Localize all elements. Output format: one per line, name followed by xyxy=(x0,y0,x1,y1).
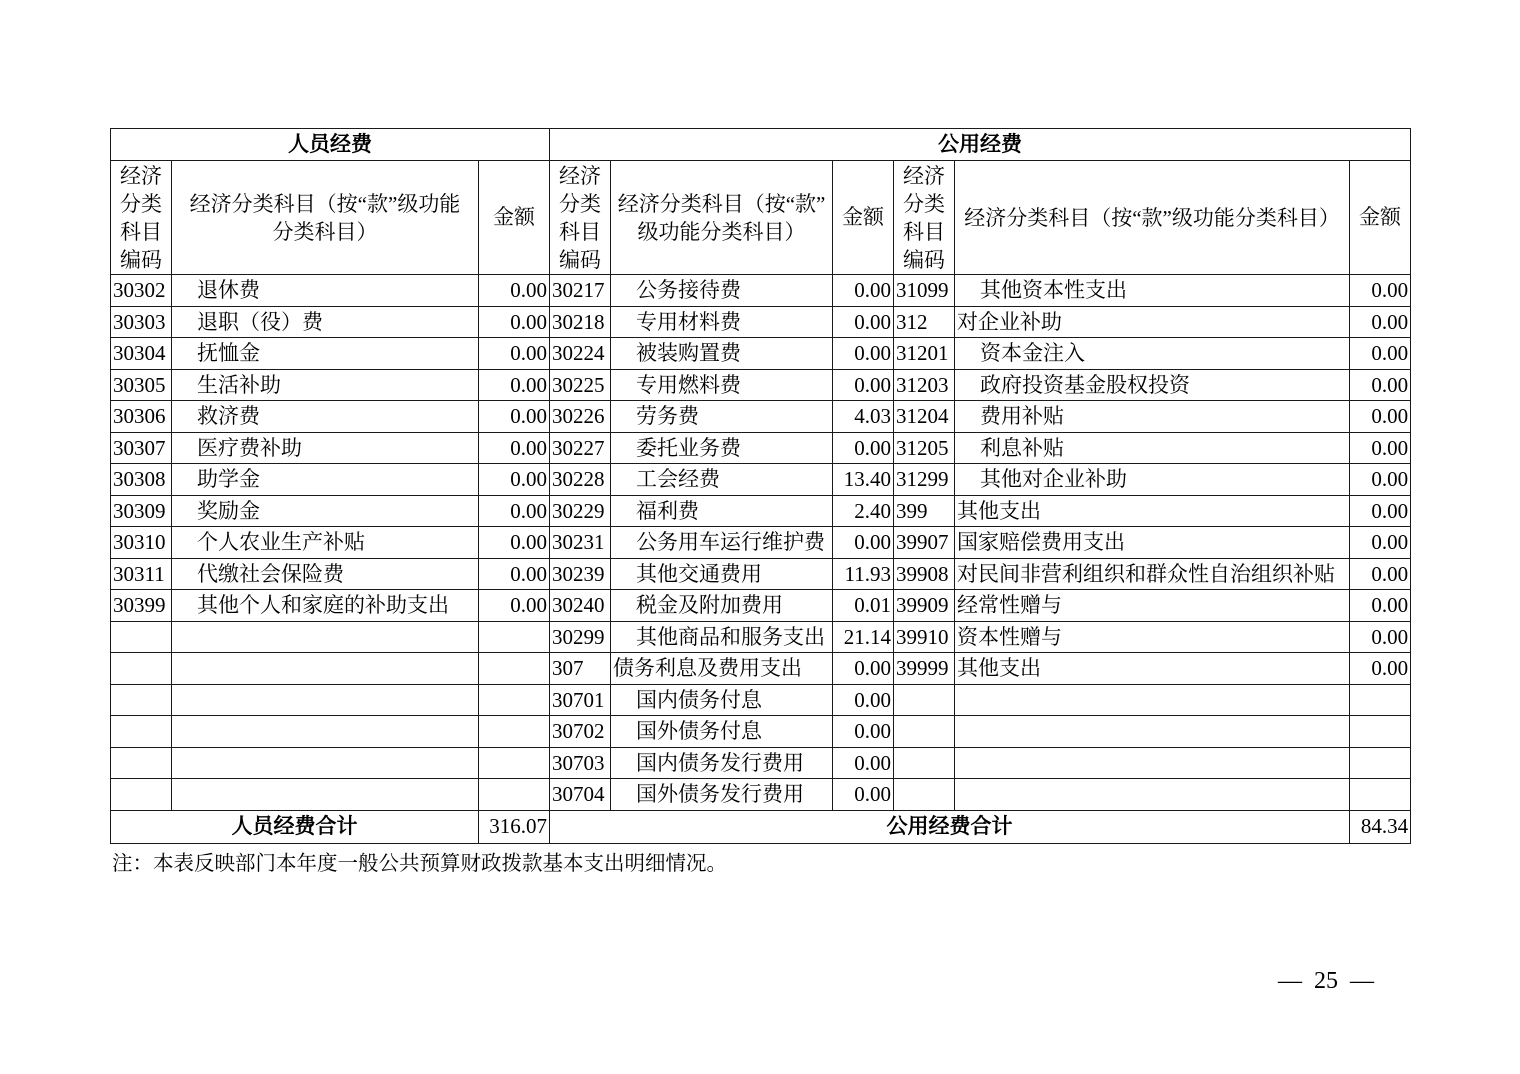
public-a-code-cell: 30227 xyxy=(550,432,611,464)
public-b-amount-cell: 0.00 xyxy=(1350,432,1411,464)
public-a-name-cell: 专用材料费 xyxy=(611,306,833,338)
personnel-name-cell: 代缴社会保险费 xyxy=(172,558,479,590)
public-a-code-cell: 30225 xyxy=(550,369,611,401)
public-a-amount-cell: 21.14 xyxy=(833,621,894,653)
table-row xyxy=(111,558,1411,590)
table-row xyxy=(111,653,1411,685)
public-a-amount-column-header: 金额 xyxy=(833,161,894,275)
public-a-code-cell: 30217 xyxy=(550,275,611,307)
public-b-code-cell: 31299 xyxy=(894,464,955,496)
public-b-name-cell: 费用补贴 xyxy=(955,401,1350,433)
public-a-code-cell: 307 xyxy=(550,653,611,685)
table-row xyxy=(111,684,1411,716)
public-a-code-cell: 30226 xyxy=(550,401,611,433)
public-b-amount-cell: 0.00 xyxy=(1350,621,1411,653)
personnel-name-cell: 奖励金 xyxy=(172,495,479,527)
public-a-amount-cell: 0.01 xyxy=(833,590,894,622)
personnel-name-cell: 退职（役）费 xyxy=(172,306,479,338)
section-header-row xyxy=(111,129,1411,161)
public-b-code-cell: 399 xyxy=(894,495,955,527)
empty-cell xyxy=(1350,716,1411,748)
public-b-name-cell: 其他支出 xyxy=(955,653,1350,685)
public-a-code-cell: 30239 xyxy=(550,558,611,590)
public-a-name-column-header-line: 级功能分类科目） xyxy=(637,219,806,244)
public-b-amount-cell: 0.00 xyxy=(1350,369,1411,401)
public-b-name-column-header-line: 经济分类科目（按“款”级功能分类科目） xyxy=(964,205,1340,230)
public-b-code-cell: 31204 xyxy=(894,401,955,433)
table-row xyxy=(111,621,1411,653)
public-b-code-cell: 39907 xyxy=(894,527,955,559)
public-a-code-cell: 30240 xyxy=(550,590,611,622)
table-row xyxy=(111,590,1411,622)
public-a-code-cell: 30229 xyxy=(550,495,611,527)
public-a-code-cell: 30703 xyxy=(550,747,611,779)
personnel-code-column-header: 经济分类科目编码 xyxy=(111,161,172,275)
public-a-code-cell: 30228 xyxy=(550,464,611,496)
empty-cell xyxy=(479,684,550,716)
public-b-name-cell: 利息补贴 xyxy=(955,432,1350,464)
empty-cell xyxy=(111,684,172,716)
personnel-amount-cell: 0.00 xyxy=(479,306,550,338)
personnel-amount-cell: 0.00 xyxy=(479,464,550,496)
table-row xyxy=(111,779,1411,811)
personnel-code-cell: 30306 xyxy=(111,401,172,433)
public-a-amount-cell: 4.03 xyxy=(833,401,894,433)
public-b-name-cell: 其他对企业补助 xyxy=(955,464,1350,496)
public-b-code-cell: 31205 xyxy=(894,432,955,464)
public-b-code-cell: 39908 xyxy=(894,558,955,590)
personnel-name-cell: 救济费 xyxy=(172,401,479,433)
public-a-code-cell: 30231 xyxy=(550,527,611,559)
empty-cell xyxy=(111,621,172,653)
personnel-name-cell: 其他个人和家庭的补助支出 xyxy=(172,590,479,622)
public-a-name-cell: 债务利息及费用支出 xyxy=(611,653,833,685)
empty-cell xyxy=(955,716,1350,748)
public-section-header: 公用经费 xyxy=(550,129,1411,161)
personnel-code-cell: 30304 xyxy=(111,338,172,370)
public-b-amount-cell: 0.00 xyxy=(1350,590,1411,622)
personnel-amount-cell: 0.00 xyxy=(479,590,550,622)
empty-cell xyxy=(955,747,1350,779)
public-b-amount-cell: 0.00 xyxy=(1350,338,1411,370)
personnel-name-column-header-line: 经济分类科目（按“款”级功能 xyxy=(189,191,461,216)
public-b-name-cell: 国家赔偿费用支出 xyxy=(955,527,1350,559)
public-a-name-cell: 其他交通费用 xyxy=(611,558,833,590)
table-row xyxy=(111,369,1411,401)
table-row xyxy=(111,401,1411,433)
empty-cell xyxy=(479,747,550,779)
personnel-code-cell: 30302 xyxy=(111,275,172,307)
table-row xyxy=(111,527,1411,559)
public-b-amount-column-header: 金额 xyxy=(1350,161,1411,275)
empty-cell xyxy=(111,779,172,811)
public-b-name-cell: 资本金注入 xyxy=(955,338,1350,370)
personnel-code-cell: 30309 xyxy=(111,495,172,527)
public-a-code-cell: 30224 xyxy=(550,338,611,370)
column-header-row xyxy=(111,161,1411,275)
personnel-amount-cell: 0.00 xyxy=(479,338,550,370)
empty-cell xyxy=(1350,747,1411,779)
public-b-amount-cell: 0.00 xyxy=(1350,306,1411,338)
personnel-section-header: 人员经费 xyxy=(111,129,550,161)
personnel-amount-cell: 0.00 xyxy=(479,369,550,401)
public-a-name-cell: 国内债务付息 xyxy=(611,684,833,716)
personnel-code-cell: 30307 xyxy=(111,432,172,464)
public-b-code-column-header: 经济分类科目编码 xyxy=(894,161,955,275)
public-a-amount-cell: 0.00 xyxy=(833,369,894,401)
public-b-code-cell: 31099 xyxy=(894,275,955,307)
public-b-name-cell: 政府投资基金股权投资 xyxy=(955,369,1350,401)
public-b-name-cell: 其他支出 xyxy=(955,495,1350,527)
public-b-name-cell: 对民间非营利组织和群众性自治组织补贴 xyxy=(955,558,1350,590)
table-row xyxy=(111,338,1411,370)
public-a-amount-cell: 0.00 xyxy=(833,432,894,464)
personnel-amount-cell: 0.00 xyxy=(479,432,550,464)
public-a-code-cell: 30702 xyxy=(550,716,611,748)
public-b-name-cell: 资本性赠与 xyxy=(955,621,1350,653)
personnel-name-column-header-line: 分类科目） xyxy=(272,219,378,244)
public-a-code-cell: 30704 xyxy=(550,779,611,811)
empty-cell xyxy=(479,621,550,653)
public-a-name-cell: 公务用车运行维护费 xyxy=(611,527,833,559)
public-a-name-cell: 委托业务费 xyxy=(611,432,833,464)
empty-cell xyxy=(479,779,550,811)
public-a-code-cell: 30701 xyxy=(550,684,611,716)
public-a-name-cell: 国外债务付息 xyxy=(611,716,833,748)
public-a-name-cell: 工会经费 xyxy=(611,464,833,496)
public-a-name-cell: 公务接待费 xyxy=(611,275,833,307)
total-row xyxy=(111,810,1411,843)
empty-cell xyxy=(111,747,172,779)
empty-cell xyxy=(172,621,479,653)
personnel-name-cell: 医疗费补助 xyxy=(172,432,479,464)
empty-cell xyxy=(172,653,479,685)
table-row xyxy=(111,747,1411,779)
public-a-name-cell: 国外债务发行费用 xyxy=(611,779,833,811)
public-b-amount-cell: 0.00 xyxy=(1350,653,1411,685)
public-a-amount-cell: 0.00 xyxy=(833,747,894,779)
public-a-amount-cell: 0.00 xyxy=(833,653,894,685)
empty-cell xyxy=(1350,684,1411,716)
public-a-amount-cell: 0.00 xyxy=(833,527,894,559)
public-a-amount-cell: 13.40 xyxy=(833,464,894,496)
public-a-amount-cell: 0.00 xyxy=(833,338,894,370)
empty-cell xyxy=(894,747,955,779)
empty-cell xyxy=(479,716,550,748)
public-a-name-column-header xyxy=(611,161,833,275)
public-b-code-cell: 39910 xyxy=(894,621,955,653)
personnel-total-label: 人员经费合计 xyxy=(111,810,479,843)
table-note: 注：本表反映部门本年度一般公共预算财政拨款基本支出明细情况。 xyxy=(112,853,727,875)
empty-cell xyxy=(894,779,955,811)
public-b-amount-cell: 0.00 xyxy=(1350,401,1411,433)
personnel-total-amount: 316.07 xyxy=(479,810,550,843)
public-a-amount-cell: 0.00 xyxy=(833,716,894,748)
public-a-code-cell: 30299 xyxy=(550,621,611,653)
table-row xyxy=(111,464,1411,496)
public-a-name-cell: 劳务费 xyxy=(611,401,833,433)
empty-cell xyxy=(479,653,550,685)
empty-cell xyxy=(955,779,1350,811)
table-row xyxy=(111,306,1411,338)
personnel-name-cell: 退休费 xyxy=(172,275,479,307)
public-a-code-column-header: 经济分类科目编码 xyxy=(550,161,611,275)
empty-cell xyxy=(111,653,172,685)
personnel-code-cell: 30308 xyxy=(111,464,172,496)
public-b-code-cell: 312 xyxy=(894,306,955,338)
public-b-code-cell: 39909 xyxy=(894,590,955,622)
public-b-code-cell: 31201 xyxy=(894,338,955,370)
empty-cell xyxy=(172,684,479,716)
public-b-name-cell: 经常性赠与 xyxy=(955,590,1350,622)
public-a-amount-cell: 0.00 xyxy=(833,684,894,716)
empty-cell xyxy=(172,779,479,811)
public-b-amount-cell: 0.00 xyxy=(1350,527,1411,559)
personnel-code-cell: 30305 xyxy=(111,369,172,401)
empty-cell xyxy=(172,747,479,779)
personnel-amount-column-header: 金额 xyxy=(479,161,550,275)
public-b-name-column-header xyxy=(955,161,1350,275)
empty-cell xyxy=(894,684,955,716)
personnel-name-cell: 个人农业生产补贴 xyxy=(172,527,479,559)
public-a-amount-cell: 0.00 xyxy=(833,779,894,811)
personnel-code-cell: 30310 xyxy=(111,527,172,559)
personnel-code-cell: 30311 xyxy=(111,558,172,590)
public-b-amount-cell: 0.00 xyxy=(1350,275,1411,307)
public-a-name-cell: 国内债务发行费用 xyxy=(611,747,833,779)
personnel-name-column-header xyxy=(172,161,479,275)
public-a-amount-cell: 0.00 xyxy=(833,275,894,307)
public-total-amount: 84.34 xyxy=(1350,810,1411,843)
personnel-name-cell: 抚恤金 xyxy=(172,338,479,370)
table-row xyxy=(111,432,1411,464)
personnel-code-cell: 30303 xyxy=(111,306,172,338)
public-a-name-cell: 专用燃料费 xyxy=(611,369,833,401)
public-b-amount-cell: 0.00 xyxy=(1350,558,1411,590)
public-a-amount-cell: 2.40 xyxy=(833,495,894,527)
public-a-name-cell: 被装购置费 xyxy=(611,338,833,370)
public-b-amount-cell: 0.00 xyxy=(1350,495,1411,527)
table-row xyxy=(111,275,1411,307)
empty-cell xyxy=(172,716,479,748)
personnel-code-cell: 30399 xyxy=(111,590,172,622)
table-row xyxy=(111,495,1411,527)
public-b-name-cell: 其他资本性支出 xyxy=(955,275,1350,307)
public-a-amount-cell: 0.00 xyxy=(833,306,894,338)
empty-cell xyxy=(894,716,955,748)
personnel-name-cell: 助学金 xyxy=(172,464,479,496)
public-b-code-cell: 31203 xyxy=(894,369,955,401)
page-number: — 25 — xyxy=(1278,968,1374,994)
table-row xyxy=(111,716,1411,748)
public-total-label: 公用经费合计 xyxy=(550,810,1350,843)
public-b-name-cell: 对企业补助 xyxy=(955,306,1350,338)
public-b-code-cell: 39999 xyxy=(894,653,955,685)
personnel-amount-cell: 0.00 xyxy=(479,275,550,307)
personnel-amount-cell: 0.00 xyxy=(479,527,550,559)
personnel-name-cell: 生活补助 xyxy=(172,369,479,401)
empty-cell xyxy=(111,716,172,748)
empty-cell xyxy=(1350,779,1411,811)
empty-cell xyxy=(955,684,1350,716)
basic-expenditure-table xyxy=(110,128,1411,844)
personnel-amount-cell: 0.00 xyxy=(479,495,550,527)
public-a-name-cell: 税金及附加费用 xyxy=(611,590,833,622)
personnel-amount-cell: 0.00 xyxy=(479,558,550,590)
public-a-amount-cell: 11.93 xyxy=(833,558,894,590)
public-a-name-cell: 福利费 xyxy=(611,495,833,527)
personnel-amount-cell: 0.00 xyxy=(479,401,550,433)
public-a-name-cell: 其他商品和服务支出 xyxy=(611,621,833,653)
public-b-amount-cell: 0.00 xyxy=(1350,464,1411,496)
public-a-code-cell: 30218 xyxy=(550,306,611,338)
public-a-name-column-header-line: 经济分类科目（按“款” xyxy=(617,191,826,216)
